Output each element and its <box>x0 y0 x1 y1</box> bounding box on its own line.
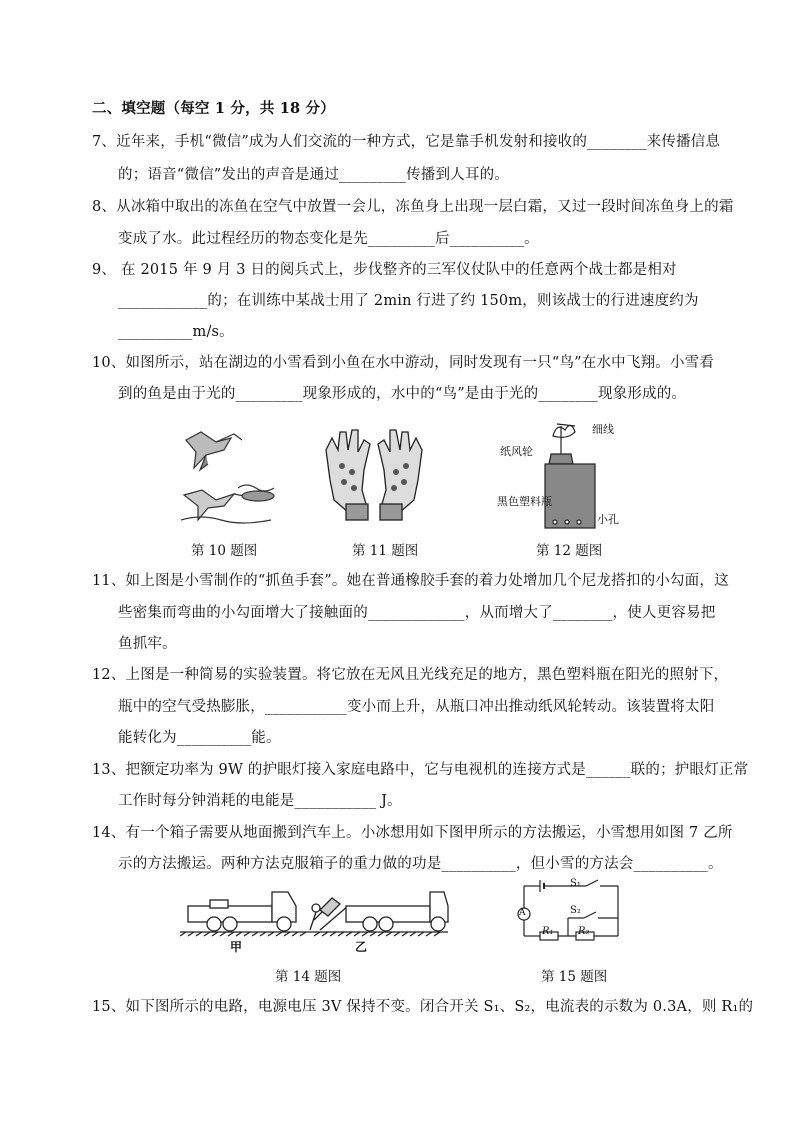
q11-line1: 11、如上图是小雪制作的“抓鱼手套”。她在普通橡胶手套的着力处增加几个尼龙搭扣的小勾面，这 <box>92 573 729 589</box>
fig10-caption: 第 10 题图 <box>191 543 258 559</box>
fig15-label-r1: R₁ <box>542 926 554 937</box>
fig12-label-bottle: 黑色塑料瓶 <box>497 495 552 508</box>
fig14-caption: 第 14 题图 <box>275 969 342 985</box>
q9-line1: 9、 在 2015 年 9 月 3 日的阅兵式上，步伐整齐的三军仪仗队中的任意两个战士都是相对 <box>92 262 677 278</box>
q12-line1: 12、上图是一种简易的实验装置。将它放在无风且光线充足的地方，黑色塑料瓶在阳光的照射下， <box>92 667 729 683</box>
fig11-gloves-illustration <box>318 420 430 530</box>
q9-line2: ____________的；在训练中某战士用了 2min 行进了约 150m，则该战士的行进速度约为 <box>118 293 699 309</box>
q13-line2: 工作时每分钟消耗的电能是___________ J。 <box>118 793 402 809</box>
q11-line2: 些密集而弯曲的小勾面增大了接触面的_____________，从而增大了________，使人更容易把 <box>118 605 716 621</box>
fig12-caption: 第 12 题图 <box>536 543 603 559</box>
fig12-label-thread: 细线 <box>592 423 614 436</box>
fig14-trucks-illustration <box>180 880 450 942</box>
q15-line1: 15、如下图所示的电路，电源电压 3V 保持不变。闭合开关 S₁、S₂，电流表的示数为 0.3A，则 R₁的 <box>92 999 754 1015</box>
fig15-label-s1: S₁ <box>570 878 581 889</box>
fig12-label-pinwheel: 纸风轮 <box>500 445 533 458</box>
fig10-birds-illustration <box>176 420 286 530</box>
q10-line1: 10、如图所示，站在湖边的小雪看到小鱼在水中游动，同时发现有一只“鸟”在水中飞翔。小雪看 <box>92 355 715 371</box>
fig15-label-ammeter: A <box>519 908 526 918</box>
q8-line2: 变成了水。此过程经历的物态变化是先_________后__________。 <box>118 231 539 247</box>
q14-line1: 14、有一个箱子需要从地面搬到汽车上。小冰想用如下图甲所示的方法搬运，小雪想用如图 7 乙所 <box>92 825 733 841</box>
q12-line2: 瓶中的空气受热膨胀，___________变小而上升，从瓶口冲出推动纸风轮转动。该装置将太阳 <box>118 699 715 715</box>
q10-line2: 到的鱼是由于光的_________现象形成的，水中的“鸟”是由于光的________现象形成的。 <box>118 386 687 402</box>
section-title: 二、填空题（每空 1 分，共 18 分） <box>92 100 335 117</box>
q8-line1: 8、从冰箱中取出的冻鱼在空气中放置一会儿，冻鱼身上出现一层白霜，又过一段时间冻鱼身上的霜 <box>92 199 734 215</box>
q9-line3: __________m/s。 <box>118 324 234 340</box>
fig11-caption: 第 11 题图 <box>352 543 419 559</box>
q7-line1: 7、近年来，手机“微信”成为人们交流的一种方式，它是靠手机发射和接收的________来传播信息 <box>92 134 721 150</box>
fig15-caption: 第 15 题图 <box>541 969 608 985</box>
q14-line2: 示的方法搬运。两种方法克服箱子的重力做的功是__________，但小雪的方法会__________。 <box>118 856 723 872</box>
fig14-label-b: 乙 <box>355 940 368 954</box>
fig12-label-hole: 小孔 <box>597 513 619 526</box>
fig15-label-r2: R₂ <box>578 926 590 937</box>
q12-line3: 能转化为__________能。 <box>118 730 281 746</box>
q7-line2: 的；语音“微信”发出的声音是通过_________传播到人耳的。 <box>118 167 509 183</box>
q11-line3: 鱼抓牢。 <box>118 636 177 652</box>
q13-line1: 13、把额定功率为 9W 的护眼灯接入家庭电路中，它与电视机的连接方式是______联的；护眼灯正常 <box>92 762 749 778</box>
fig15-label-s2: S₂ <box>570 905 581 916</box>
fig14-label-a: 甲 <box>230 940 243 954</box>
